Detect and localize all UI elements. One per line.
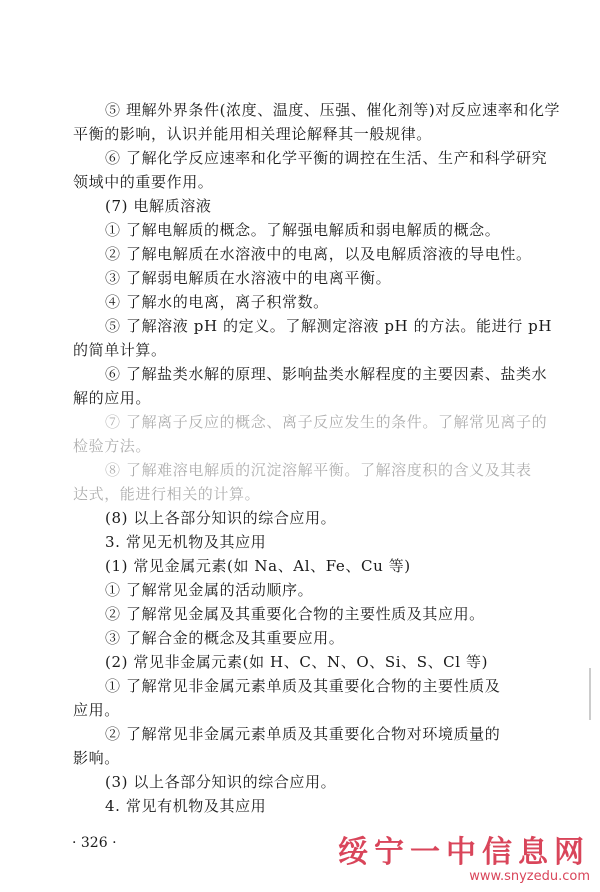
margin-mark — [589, 668, 591, 720]
page-number: · 326 · — [72, 835, 117, 851]
text-line: 影响。 — [73, 749, 120, 767]
text-line: 应用。 — [73, 701, 120, 719]
text-line: ① 了解电解质的概念。了解强电解质和弱电解质的概念。 — [105, 221, 501, 239]
text-line: 领域中的重要作用。 — [73, 173, 214, 191]
watermark-text: 绥宁一中信息网 — [338, 835, 590, 870]
text-line: ⑤ 了解溶液 pH 的定义。了解测定溶液 pH 的方法。能进行 pH — [105, 317, 553, 335]
faded-text-line: 检验方法。 — [73, 437, 152, 455]
faded-text-line: 达式，能进行相关的计算。 — [73, 485, 261, 503]
text-line: ⑤ 理解外界条件(浓度、温度、压强、催化剂等)对反应速率和化学 — [105, 101, 561, 119]
text-line: ⑥ 了解化学反应速率和化学平衡的调控在生活、生产和科学研究 — [105, 149, 548, 167]
subsection-heading: (2) 常见非金属元素(如 H、C、N、O、Si、S、Cl 等) — [105, 653, 489, 671]
text-line: ② 了解电解质在水溶液中的电离，以及电解质溶液的导电性。 — [105, 245, 532, 263]
section-heading: 4. 常见有机物及其应用 — [105, 797, 267, 815]
text-line: ① 了解常见金属的活动顺序。 — [105, 581, 314, 599]
watermark-url: www.snyzedu.com — [469, 869, 590, 884]
section-heading: (7) 电解质溶液 — [105, 197, 212, 215]
text-line: 解的应用。 — [73, 389, 152, 407]
text-line: ④ 了解水的电离，离子积常数。 — [105, 293, 329, 311]
faded-text-line: ⑧ 了解难溶电解质的沉淀溶解平衡。了解溶度积的含义及其表 — [105, 461, 532, 479]
text-line: ① 了解常见非金属元素单质及其重要化合物的主要性质及 — [105, 677, 501, 695]
text-line: ② 了解常见金属及其重要化合物的主要性质及其应用。 — [105, 605, 485, 623]
text-line: ③ 了解弱电解质在水溶液中的电离平衡。 — [105, 269, 392, 287]
text-line: 的简单计算。 — [73, 341, 167, 359]
subsection-heading: (1) 常见金属元素(如 Na、Al、Fe、Cu 等) — [105, 557, 411, 575]
text-line: ③ 了解合金的概念及其重要应用。 — [105, 629, 345, 647]
text-line: ② 了解常见非金属元素单质及其重要化合物对环境质量的 — [105, 725, 501, 743]
faded-text-line: ⑦ 了解离子反应的概念、离子反应发生的条件。了解常见离子的 — [105, 413, 548, 431]
text-line: (8) 以上各部分知识的综合应用。 — [105, 509, 337, 527]
text-line: ⑥ 了解盐类水解的原理、影响盐类水解程度的主要因素、盐类水 — [105, 365, 548, 383]
section-heading: 3. 常见无机物及其应用 — [105, 533, 267, 551]
watermark — [338, 836, 590, 884]
text-line: 平衡的影响，认识并能用相关理论解释其一般规律。 — [73, 125, 432, 143]
text-line: (3) 以上各部分知识的综合应用。 — [105, 773, 337, 791]
